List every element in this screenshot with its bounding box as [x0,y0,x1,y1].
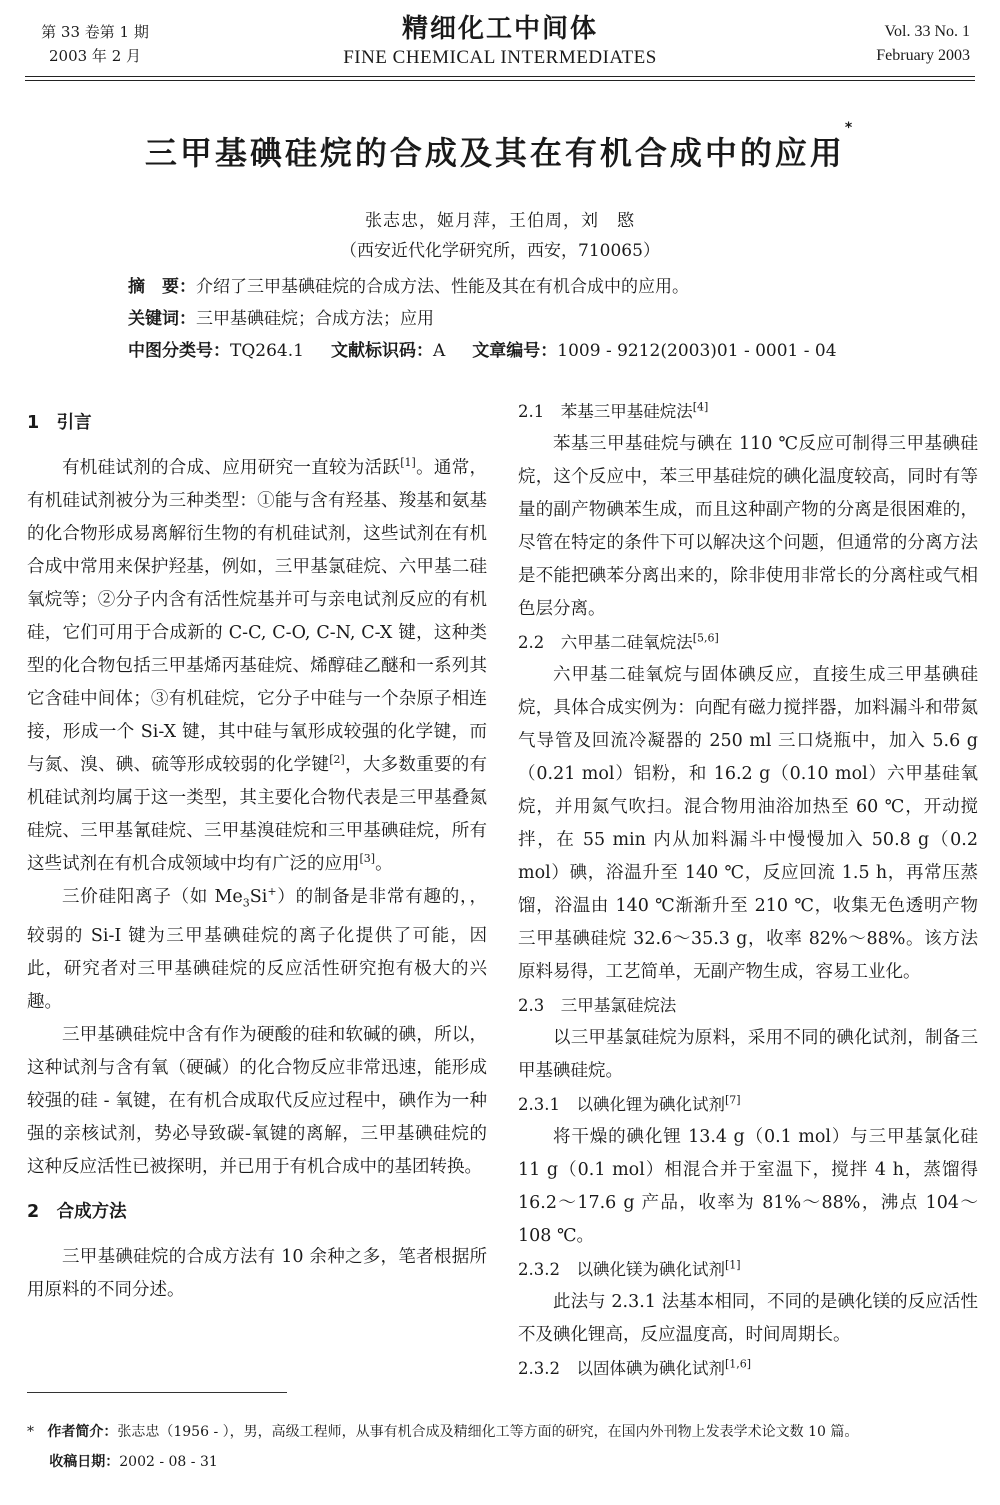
paragraph: 将干燥的碘化锂 13.4 g（0.1 mol）与三甲基氯化硅 11 g（0.1 mol）相混合并于室温下，搅拌 4 h，蒸馏得 16.2～17.6 g 产品，收率为 81%～88%，沸点 104～108 ℃。 [518,1127,978,1246]
issue-info-en [876,20,970,68]
section-2-2-heading: 2.2 六甲基二硅氧烷法[5,6] [518,631,719,652]
bio-label: 作者简介： [47,1424,118,1440]
title-footnote-mark: * [844,120,856,136]
citation: [1,6] [724,1357,752,1371]
citation: [5,6] [692,631,719,645]
date-cn: 2003 年 2 月 [48,47,142,65]
keywords [128,304,888,329]
paper-title [0,120,1000,174]
footnote-mark: * [27,1424,34,1440]
journal-name [300,12,700,70]
right-column [518,395,978,1385]
volume-en: Vol. 33 No. 1 [884,23,970,40]
paragraph: 苯基三甲基硅烷与碘在 110 ℃反应可制得三甲基碘硅烷，这个反应中，苯三甲基硅烷的碘化温度较高，同时有等量的副产物碘苯生成，而且这种副产物的分离是很困难的，尽管在特定的条件下可以解决这个问题，但通常的分离方法是不能把碘苯分离出来的，除非使用非常长的分离柱或气相色层分离。 [518,434,978,619]
paragraph: 此法与 2.3.1 法基本相同，不同的是碘化镁的反应活性不及碘化锂高，反应温度高，时间周期长。 [518,1292,978,1345]
classification [128,336,888,361]
abstract [128,272,888,297]
section-2-3-2-heading: 2.3.2 以碘化镁为碘化试剂[1] [518,1258,741,1279]
abstract-label: 摘 要： [128,277,196,297]
journal-name-en: FINE CHEMICAL INTERMEDIATES [343,47,657,68]
citation: [1] [400,456,416,470]
issue-info [30,20,160,68]
section-2-3-3-heading: 2.3.2 以固体碘为碘化试剂[1,6] [518,1357,752,1378]
section-2-3-heading: 2.3 三甲基氯硅烷法 [518,996,677,1015]
title-text: 三甲基碘硅烷的合成及其在有机合成中的应用 [144,134,845,172]
author-bio-footnote [27,1421,967,1443]
received-label: 收稿日期： [49,1454,120,1470]
received-date-footnote [27,1451,967,1473]
doc-code-value: A [432,341,446,361]
citation: [3] [359,852,376,866]
section-1-heading: 1 引言 [27,413,92,433]
section-2-heading: 2 合成方法 [27,1201,127,1222]
doc-code-label: 文献标识码： [330,341,433,361]
abstract-text: 介绍了三甲基碘硅烷的合成方法、性能及其在有机合成中的应用。 [196,277,689,297]
affiliation: （西安近代化学研究所，西安，710065） [340,241,660,261]
received-date: 2002 - 08 - 31 [119,1454,218,1470]
citation: [1] [724,1258,741,1272]
clc-value: TQ264.1 [230,341,304,361]
paragraph: 三甲基碘硅烷的合成方法有 10 余种之多，笔者根据所用原料的不同分述。 [27,1246,487,1300]
paragraph: 有机硅试剂的合成、应用研究一直较为活跃[1]。通常，有机硅试剂被分为三种类型：①能与含有羟基、羧基和氨基的化合物形成易离解衍生物的有机硅试剂，这些试剂在有机合成中常用来保护羟基，例如，三甲基氯硅烷、六甲基二硅氧烷等；②分子内含有活性烷基并可与亲电试剂反应的有机硅，它们可用于合成新的 C-C, C-O, C-N, C-X 键，这种类型的化合物包括三甲基烯丙基硅烷、烯醇硅乙醚和一系列其它含硅中间体；③有机硅烷，它分子中硅与一个杂原子相连接，形成一个 Si-X 键，其中硅与氧形成较强的化学键，而与氮、溴、碘、硫等形成较弱的化学键[2]，大多数重要的有机硅试剂均属于这一类型，其主要化合物代表是三甲基叠氮硅烷、三甲基氰硅烷、三甲基溴硅烷和三甲基碘硅烷，所有这些试剂在有机合成领域中均有广泛的应用[3]。 [27,456,488,874]
paragraph: 以三甲基氯硅烷为原料，采用不同的碘化试剂，制备三甲基碘硅烷。 [518,1028,978,1081]
header-rule [25,76,975,77]
volume-cn: 第 33 卷第 1 期 [41,23,149,41]
article-no-value: 1009 - 9212(2003)01 - 0001 - 04 [557,341,837,361]
citation: [2] [329,753,345,767]
left-column [27,395,487,1307]
bio-text: 张志忠（1956 - ），男，高级工程师，从事有机合成及精细化工等方面的研究，在国内外刊物上发表学术论文数 10 篇。 [117,1424,859,1440]
section-2-3-1-heading: 2.3.1 以碘化锂为碘化试剂[7] [518,1093,741,1114]
paragraph: 三价硅阳离子（如 $Me_3Si^+$）的制备是非常有趣的，，较弱的 Si-I 键为三甲基碘硅烷的离子化提供了可能，因此，研究者对三甲基碘硅烷的反应活性研究抱有极大的兴趣。 [27,885,488,1012]
authors: 张志忠，姬月萍，王伯周，刘 愍 [365,211,635,231]
header-rule-thin [25,80,975,81]
journal-name-cn: 精细化工中间体 [401,14,598,44]
footnote-rule [27,1392,287,1393]
paragraph: 三甲基碘硅烷中含有作为硬酸的硅和软碱的碘，所以，这种试剂与含有氧（硬碱）的化合物反应非常迅速，能形成较强的硅 - 氧键，在有机合成取代反应过程中，碘作为一种强的亲核试剂，势必导致碳-氧键的离解，三甲基碘硅烷的这种反应活性已被探明，并已用于有机合成中的基团转换。 [27,1024,487,1177]
article-no-label: 文章编号： [472,341,558,361]
keywords-text: 三甲基碘硅烷；合成方法；应用 [196,309,434,329]
citation: [4] [692,400,709,414]
keywords-label: 关键词： [128,309,196,329]
section-2-1-heading: 2.1 苯基三甲基硅烷法[4] [518,400,709,421]
paragraph: 六甲基二硅氧烷与固体碘反应，直接生成三甲基碘硅烷，具体合成实例为：向配有磁力搅拌器，加料漏斗和带氮气导管及回流冷凝器的 250 ml 三口烧瓶中，加入 5.6 g（0.21 mol）铝粉，和 16.2 g（0.10 mol）六甲基硅氧烷，并用氮气吹扫。混合物用油浴加热至 60 ℃，开动搅拌，在 55 min 内从加料漏斗中慢慢加入 50.8 g（0.2 mol）碘，浴温升至 140 ℃，反应回流 1.5 h，再常压蒸馏，浴温由 140 ℃渐渐升至 210 ℃，收集无色透明产物三甲基碘硅烷 32.6～35.3 g，收率 82%～88%。该方法原料易得，工艺简单，无副产物生成，容易工业化。 [518,665,978,982]
citation: [7] [724,1093,741,1107]
date-en: February 2003 [876,47,970,64]
clc-label: 中图分类号： [128,341,230,361]
